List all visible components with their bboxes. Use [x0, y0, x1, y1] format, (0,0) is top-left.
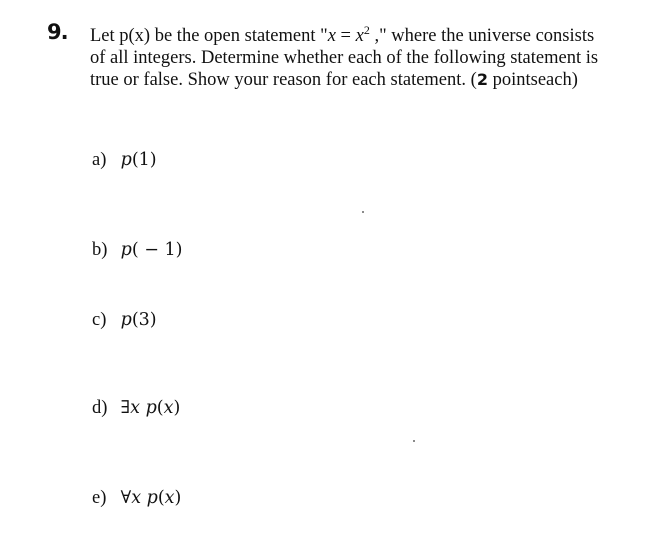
stem-line-1	[90, 19, 635, 47]
part-label: b)	[92, 240, 108, 260]
question-number: 9.	[47, 20, 68, 44]
part-d	[92, 398, 180, 419]
part-c	[92, 310, 157, 331]
expr-text: )	[174, 488, 182, 508]
expr-var: x	[130, 398, 140, 418]
expr-text: p(	[120, 310, 139, 330]
stem-text: true or false. Show your reason for each statement. (	[90, 70, 477, 90]
question-stem	[90, 19, 635, 91]
expr-text: )	[173, 398, 181, 418]
forall-quantifier: ∀	[120, 488, 132, 508]
expr-text: 1)	[164, 240, 183, 260]
stem-line-2: of all integers. Determine whether each of the following statement is	[90, 48, 599, 68]
part-expression	[121, 398, 181, 418]
math-var-x: x	[327, 26, 336, 46]
expr-text: 1)	[138, 150, 157, 170]
stem-text: points	[487, 70, 538, 90]
expr-text: p(	[146, 488, 165, 508]
part-expression	[121, 488, 182, 508]
part-a	[92, 150, 157, 171]
part-expression	[121, 150, 157, 170]
expr-var: x	[163, 398, 174, 418]
part-b	[92, 240, 182, 261]
part-label: a)	[92, 150, 107, 170]
part-label: c)	[92, 310, 107, 330]
stem-line-3	[90, 69, 635, 91]
part-label: d)	[92, 398, 108, 418]
part-expression	[121, 310, 157, 330]
part-e	[92, 488, 181, 509]
stem-text: ," where the universe consists	[369, 26, 595, 46]
stem-text: each)	[537, 70, 578, 90]
handwritten-points: 2	[476, 70, 488, 89]
math-equals: =	[335, 26, 356, 46]
expr-text: p( −	[120, 240, 165, 260]
stem-text: Let p(x) be the open statement "	[90, 26, 328, 46]
scan-speck	[362, 211, 364, 213]
expr-text: p(	[145, 398, 164, 418]
expr-var: x	[131, 488, 142, 508]
expr-text: p(	[120, 150, 139, 170]
scan-speck	[413, 440, 415, 442]
math-exponent: 2	[363, 23, 370, 37]
exists-quantifier: ∃	[120, 398, 131, 418]
part-label: e)	[92, 488, 107, 508]
part-expression	[121, 240, 183, 260]
expr-var: x	[164, 488, 175, 508]
expr-text: 3)	[138, 310, 157, 330]
math-var-x-squared: x	[355, 26, 364, 46]
